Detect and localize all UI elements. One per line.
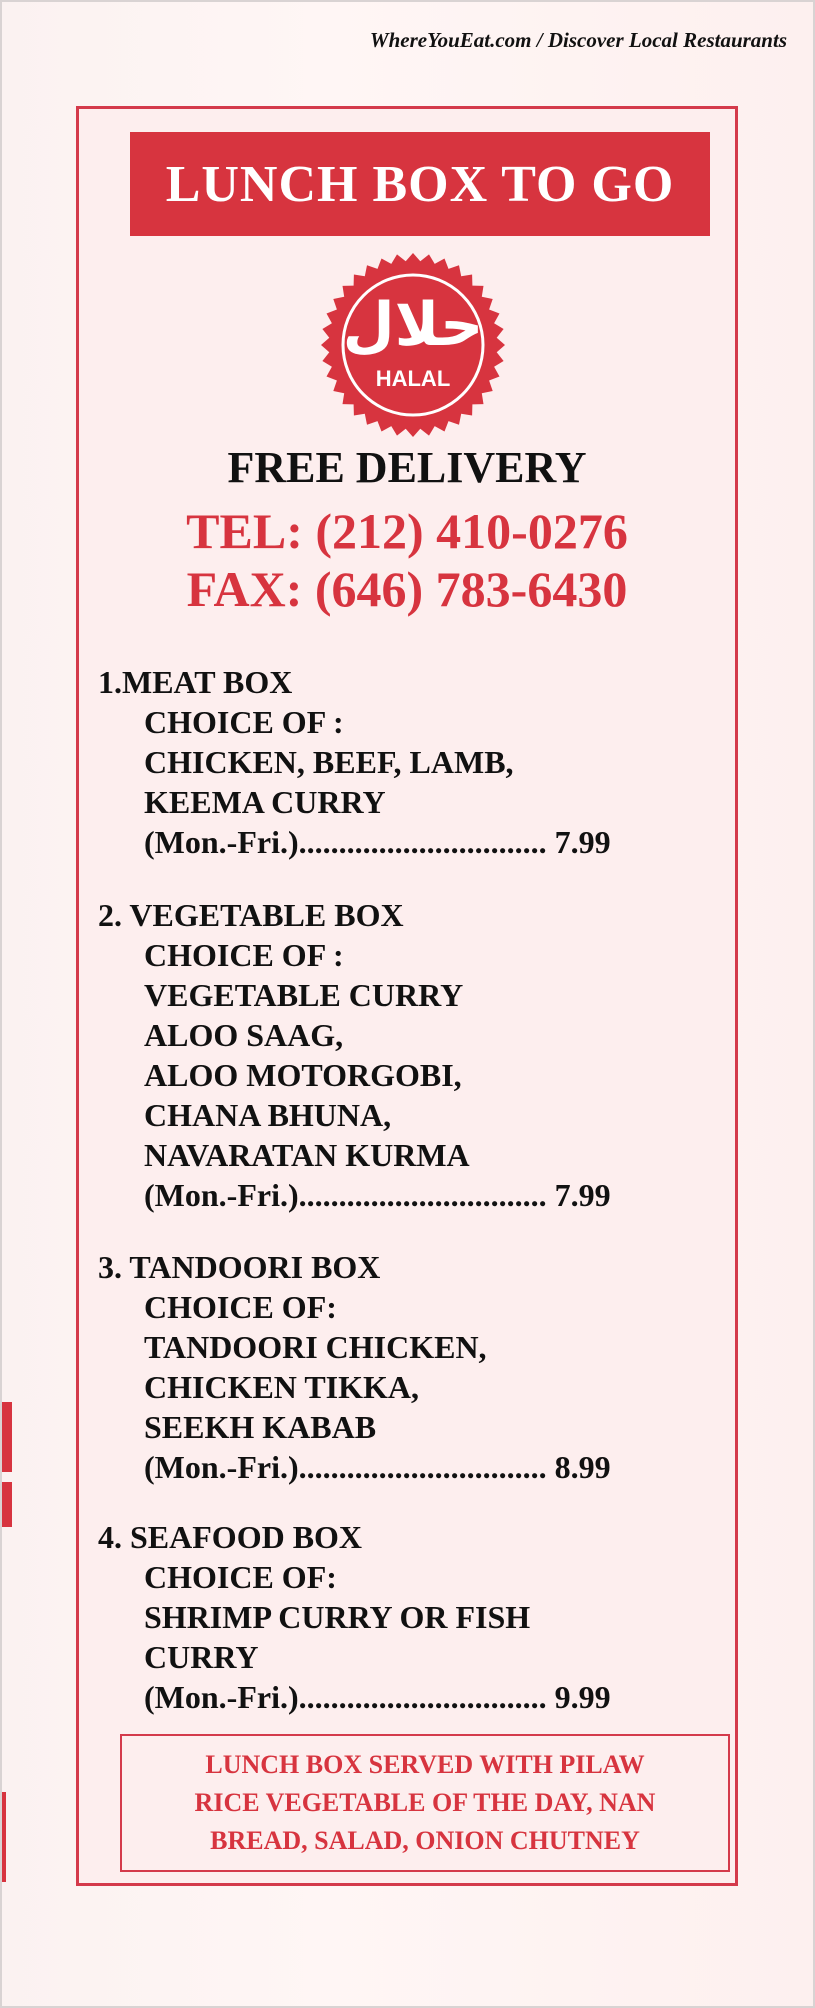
- box-line: VEGETABLE CURRY: [144, 977, 464, 1013]
- note-line: BREAD, SALAD, ONION CHUTNEY: [210, 1826, 640, 1855]
- tandoori-box-section: [98, 1247, 611, 1487]
- site-header: WhereYouEat.com / Discover Local Restaurants: [369, 28, 787, 52]
- fax-number: FAX: (646) 783-6430: [186, 561, 628, 617]
- note-line: RICE VEGETABLE OF THE DAY, NAN: [194, 1788, 656, 1817]
- box-line: NAVARATAN KURMA: [144, 1137, 470, 1173]
- meat-box-section: [98, 662, 611, 862]
- box-line: CHOICE OF :: [144, 937, 344, 973]
- box-line: KEEMA CURRY: [144, 784, 386, 820]
- seafood-box-section: [98, 1517, 611, 1717]
- box-line: ALOO MOTORGOBI,: [144, 1057, 462, 1093]
- box-price-line: (Mon.-Fri.)............................... 9.99: [144, 1679, 611, 1715]
- free-delivery-heading: FREE DELIVERY: [227, 443, 587, 492]
- note-line: LUNCH BOX SERVED WITH PILAW: [205, 1750, 645, 1779]
- box-price-line: (Mon.-Fri.)............................... 7.99: [144, 824, 611, 860]
- box-line: SEEKH KABAB: [144, 1409, 377, 1445]
- box-line: CHICKEN, BEEF, LAMB,: [144, 744, 514, 780]
- box-heading: 3. TANDOORI BOX: [98, 1249, 381, 1285]
- halal-label: HALAL: [375, 366, 451, 391]
- box-line: CHOICE OF:: [144, 1289, 337, 1325]
- box-line: ALOO SAAG,: [144, 1017, 344, 1053]
- vegetable-box-section: [98, 895, 611, 1215]
- box-line: CHICKEN TIKKA,: [144, 1369, 420, 1405]
- box-heading: 2. VEGETABLE BOX: [98, 897, 404, 933]
- box-price-line: (Mon.-Fri.)............................... 7.99: [144, 1177, 611, 1213]
- box-line: CHOICE OF :: [144, 704, 344, 740]
- box-line: CURRY: [144, 1639, 259, 1675]
- edge-mark: [2, 1402, 12, 1472]
- lunch-box-banner: LUNCH BOX TO GO: [130, 132, 710, 236]
- lunch-box-includes-note: [120, 1734, 730, 1872]
- box-heading: 4. SEAFOOD BOX: [98, 1519, 363, 1555]
- box-heading: 1.MEAT BOX: [98, 664, 293, 700]
- telephone-number: TEL: (212) 410-0276: [186, 503, 628, 559]
- box-line: CHANA BHUNA,: [144, 1097, 392, 1133]
- halal-arabic-text: حلال: [342, 290, 484, 360]
- box-price-line: (Mon.-Fri.)............................... 8.99: [144, 1449, 611, 1485]
- box-line: SHRIMP CURRY OR FISH: [144, 1599, 531, 1635]
- halal-badge: [320, 252, 506, 438]
- box-line: CHOICE OF:: [144, 1559, 337, 1595]
- edge-mark: [2, 1792, 6, 1882]
- box-line: TANDOORI CHICKEN,: [144, 1329, 487, 1365]
- edge-mark: [2, 1482, 12, 1527]
